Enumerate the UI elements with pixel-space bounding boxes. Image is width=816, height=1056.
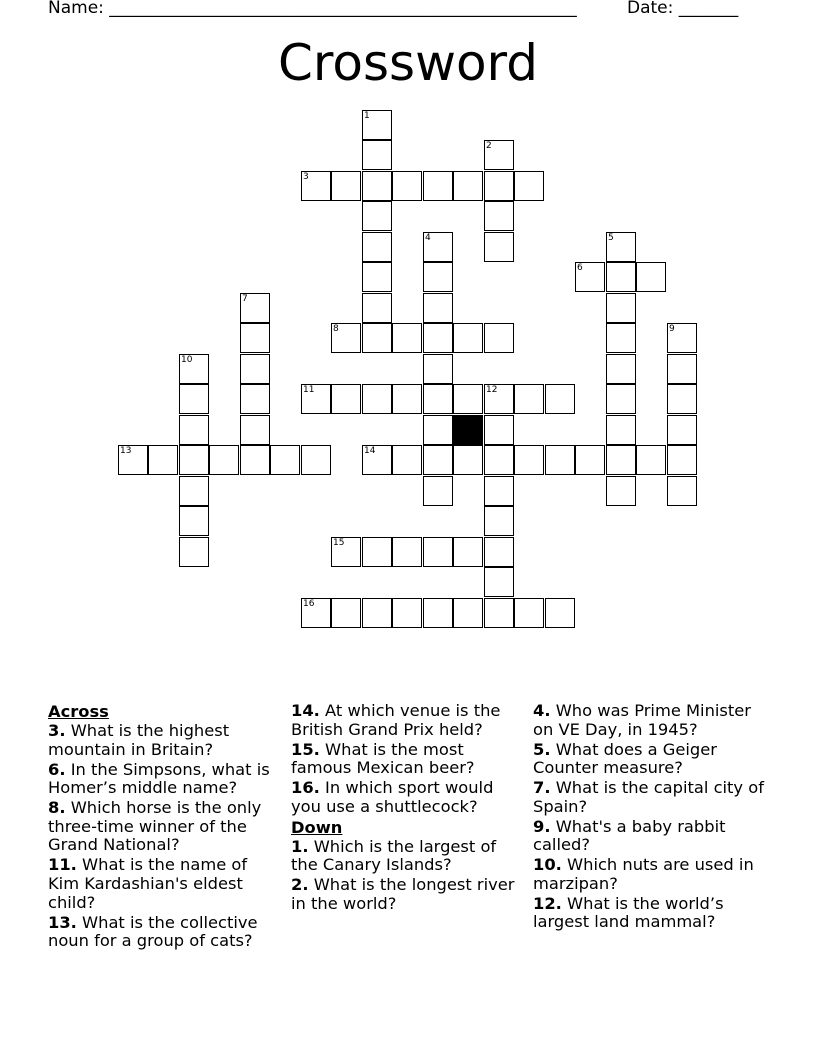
grid-cell[interactable]	[453, 598, 483, 628]
grid-cell[interactable]	[179, 476, 209, 506]
grid-cell[interactable]	[667, 384, 697, 414]
grid-cell[interactable]	[667, 415, 697, 445]
cell-number: 14	[364, 446, 376, 456]
clue-down-7: 7. What is the capital city of Spain?	[533, 778, 764, 816]
clue-across-3: 3. What is the highest mountain in Britain?	[48, 721, 230, 759]
grid-cell[interactable]	[240, 384, 270, 414]
grid-cell[interactable]	[423, 323, 453, 353]
clue-across-11: 11. What is the name of Kim Kardashian's eldest child?	[48, 855, 248, 912]
grid-cell-10[interactable]	[179, 354, 209, 384]
grid-cell[interactable]	[575, 445, 605, 475]
grid-cell[interactable]	[423, 262, 453, 292]
grid-cell[interactable]	[606, 293, 636, 323]
cell-number: 2	[486, 141, 492, 151]
grid-cell[interactable]	[392, 171, 422, 201]
grid-cell[interactable]	[240, 323, 270, 353]
clue-down-2: 2. What is the longest river in the world?	[291, 875, 515, 913]
grid-cell[interactable]	[362, 171, 392, 201]
across-heading: Across	[48, 702, 109, 721]
grid-cell-6[interactable]	[575, 262, 605, 292]
grid-cell[interactable]	[392, 445, 422, 475]
grid-cell-12[interactable]	[484, 384, 514, 414]
grid-cell[interactable]	[392, 537, 422, 567]
grid-cell[interactable]	[606, 384, 636, 414]
grid-cell-11[interactable]	[301, 384, 331, 414]
grid-cell[interactable]	[362, 232, 392, 262]
cell-number: 12	[486, 385, 498, 395]
grid-cell[interactable]	[331, 171, 361, 201]
grid-cell[interactable]	[362, 323, 392, 353]
grid-cell-9[interactable]	[667, 323, 697, 353]
cell-number: 6	[577, 263, 583, 273]
grid-cell[interactable]	[484, 445, 514, 475]
grid-cell[interactable]	[362, 384, 392, 414]
grid-cell[interactable]	[209, 445, 239, 475]
cell-number: 7	[242, 294, 248, 304]
clue-across-8: 8. Which horse is the only three-time winner of the Grand National?	[48, 798, 262, 855]
grid-cell[interactable]	[423, 293, 453, 323]
grid-cell[interactable]	[484, 201, 514, 231]
clues-column-3	[533, 702, 773, 933]
grid-cell[interactable]	[392, 384, 422, 414]
grid-cell-14[interactable]	[362, 445, 392, 475]
name-field-label: Name: _______________________________________________________	[48, 0, 577, 18]
cell-number: 13	[120, 446, 132, 456]
grid-cell[interactable]	[423, 476, 453, 506]
clue-across-13: 13. What is the collective noun for a group of cats?	[48, 912, 258, 951]
grid-cell[interactable]	[392, 598, 422, 628]
clues-column-2	[291, 702, 516, 915]
grid-cell[interactable]	[606, 323, 636, 353]
grid-cell[interactable]	[362, 293, 392, 323]
grid-cell[interactable]	[240, 415, 270, 445]
clue-down-1: 1. Which is the largest of the Canary Islands?	[291, 836, 497, 875]
grid-cell[interactable]	[423, 384, 453, 414]
cell-number: 9	[669, 324, 675, 334]
cell-number: 8	[333, 324, 339, 334]
grid-cell[interactable]	[270, 445, 300, 475]
grid-cell[interactable]	[514, 384, 544, 414]
grid-cell[interactable]	[362, 140, 392, 170]
page-title: Crossword	[278, 34, 538, 92]
grid-cell[interactable]	[423, 537, 453, 567]
grid-cell[interactable]	[606, 445, 636, 475]
grid-cell[interactable]	[453, 384, 483, 414]
grid-cell[interactable]	[423, 171, 453, 201]
grid-cell-1[interactable]	[362, 110, 392, 140]
clue-down-9: 9. What's a baby rabbit called?	[533, 816, 726, 855]
grid-cell-2[interactable]	[484, 140, 514, 170]
grid-cell[interactable]	[667, 354, 697, 384]
black-cell	[453, 415, 483, 445]
grid-cell[interactable]	[301, 445, 331, 475]
grid-cell[interactable]	[545, 384, 575, 414]
grid-cell[interactable]	[179, 415, 209, 445]
grid-cell[interactable]	[179, 537, 209, 567]
grid-cell[interactable]	[362, 537, 392, 567]
grid-cell[interactable]	[545, 445, 575, 475]
grid-cell[interactable]	[148, 445, 178, 475]
grid-cell[interactable]	[606, 262, 636, 292]
grid-cell[interactable]	[484, 537, 514, 567]
cell-number: 16	[303, 599, 315, 609]
grid-cell-13[interactable]	[118, 445, 148, 475]
grid-cell[interactable]	[362, 201, 392, 231]
grid-cell[interactable]	[392, 323, 422, 353]
grid-cell[interactable]	[423, 445, 453, 475]
clue-across-14: 14. At which venue is the British Grand Prix held?	[291, 701, 501, 739]
grid-cell-7[interactable]	[240, 293, 270, 323]
grid-cell[interactable]	[484, 232, 514, 262]
cell-number: 1	[364, 111, 370, 121]
grid-cell[interactable]	[423, 354, 453, 384]
grid-cell[interactable]	[453, 323, 483, 353]
cell-number: 11	[303, 385, 315, 395]
grid-cell-15[interactable]	[331, 537, 361, 567]
clue-down-4: 4. Who was Prime Minister on VE Day, in 1945?	[533, 701, 751, 739]
grid-cell[interactable]	[179, 506, 209, 536]
grid-cell[interactable]	[453, 171, 483, 201]
grid-cell[interactable]	[484, 323, 514, 353]
grid-cell[interactable]	[514, 171, 544, 201]
cell-number: 3	[303, 172, 309, 182]
cell-number: 4	[425, 233, 431, 243]
grid-cell[interactable]	[636, 262, 666, 292]
grid-cell[interactable]	[453, 537, 483, 567]
clue-across-6: 6. In the Simpsons, what is Homer’s middle name?	[48, 759, 270, 798]
grid-cell[interactable]	[606, 476, 636, 506]
cell-number: 5	[608, 233, 614, 243]
date-field-label: Date: _______	[627, 0, 739, 18]
grid-cell[interactable]	[423, 598, 453, 628]
grid-cell[interactable]	[240, 354, 270, 384]
down-heading: Down	[291, 817, 343, 837]
grid-cell[interactable]	[331, 598, 361, 628]
grid-cell[interactable]	[484, 506, 514, 536]
grid-cell[interactable]	[484, 171, 514, 201]
grid-cell[interactable]	[484, 598, 514, 628]
grid-cell[interactable]	[362, 598, 392, 628]
grid-cell-16[interactable]	[301, 598, 331, 628]
grid-cell[interactable]	[179, 445, 209, 475]
cell-number: 10	[181, 355, 193, 365]
grid-cell[interactable]	[484, 415, 514, 445]
clue-down-10: 10. Which nuts are used in marzipan?	[533, 855, 754, 893]
clues-column-1	[48, 702, 278, 952]
clue-across-16: 16. In which sport would you use a shuttlecock?	[291, 778, 494, 816]
grid-cell[interactable]	[331, 384, 361, 414]
grid-cell[interactable]	[453, 445, 483, 475]
grid-cell[interactable]	[484, 567, 514, 597]
grid-cell[interactable]	[179, 384, 209, 414]
grid-cell[interactable]	[484, 476, 514, 506]
grid-cell-3[interactable]	[301, 171, 331, 201]
grid-cell[interactable]	[667, 476, 697, 506]
grid-cell-8[interactable]	[331, 323, 361, 353]
cell-number: 15	[333, 538, 345, 548]
grid-cell[interactable]	[240, 445, 270, 475]
grid-cell[interactable]	[636, 445, 666, 475]
grid-cell[interactable]	[514, 445, 544, 475]
clue-down-5: 5. What does a Geiger Counter measure?	[533, 739, 717, 778]
grid-cell[interactable]	[606, 415, 636, 445]
clue-across-15: 15. What is the most famous Mexican beer?	[291, 739, 475, 778]
grid-cell[interactable]	[606, 354, 636, 384]
grid-cell[interactable]	[545, 598, 575, 628]
grid-cell[interactable]	[423, 415, 453, 445]
clue-down-12: 12. What is the world’s largest land mammal?	[533, 893, 724, 932]
grid-cell[interactable]	[514, 598, 544, 628]
grid-cell[interactable]	[667, 445, 697, 475]
grid-cell[interactable]	[362, 262, 392, 292]
grid-cell-5[interactable]	[606, 232, 636, 262]
grid-cell-4[interactable]	[423, 232, 453, 262]
